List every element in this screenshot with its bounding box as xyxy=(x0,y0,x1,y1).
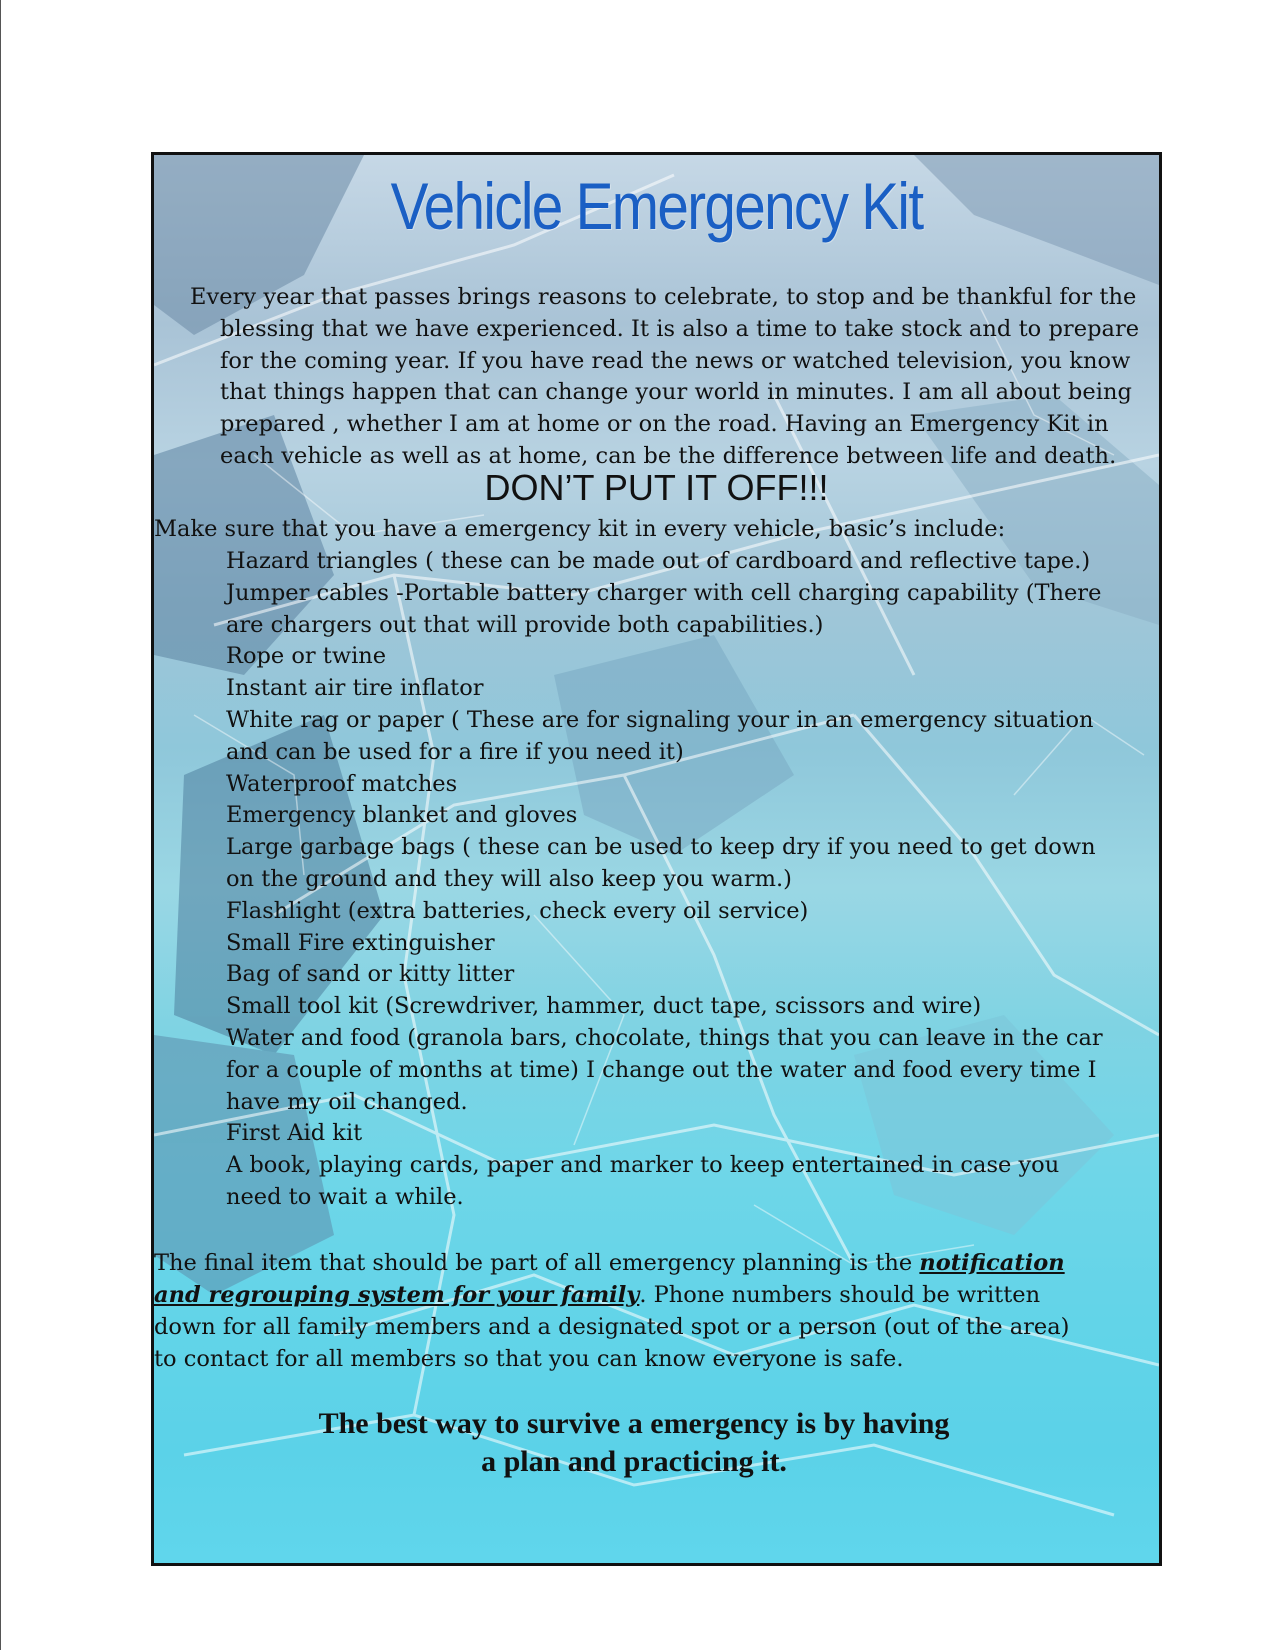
page-title: Vehicle Emergency Kit xyxy=(390,169,923,243)
page-edge-line xyxy=(0,0,1,1650)
list-item: A book, playing cards, paper and marker to keep entertained in case you need to wait a while. xyxy=(226,1152,1060,1210)
motto-line-1: The best way to survive a emergency is by having xyxy=(318,1407,950,1440)
closing-paragraph xyxy=(154,1247,1089,1375)
warning-heading: DON’T PUT IT OFF!!! xyxy=(484,467,829,508)
kit-item-list xyxy=(226,546,1116,1214)
list-item: Jumper cables -Portable battery charger with cell charging capability (There are chargers out that will provide both capabilities.) xyxy=(226,579,1102,638)
list-item: Bag of sand or kitty litter xyxy=(226,961,515,988)
intro-paragraph: Every year that passes brings reasons to celebrate, to stop and be thankful for the blessing that we have experienced. It is also a time to take stock and to prepare for the coming year. If you have read the news or watched television, you know that things happen that can change your world in minutes. I am all about being prepared , whether I am at home or on the road. Having an Emergency Kit in each vehicle as well as at home, can be the difference between life and death. xyxy=(190,284,1140,469)
closing-text-start: The final item that should be part of all emergency planning is the xyxy=(154,1250,920,1276)
closing-motto xyxy=(154,1405,1114,1481)
list-item: Flashlight (extra batteries, check every oil service) xyxy=(226,897,809,924)
list-item: Water and food (granola bars, chocolate, things that you can leave in the car for a couple of months at time) I change out the water and food every time I have my oil changed. xyxy=(226,1024,1103,1115)
closing-emphasis: notification and regrouping system for your family xyxy=(154,1250,1065,1308)
kit-lead-sentence: Make sure that you have a emergency kit in every vehicle, basic’s include: xyxy=(154,516,1006,542)
list-item: Waterproof matches xyxy=(226,770,458,797)
motto-line-2: a plan and practicing it. xyxy=(481,1445,787,1478)
closing-text-end: . Phone numbers should be written down for all family members and a designated spot or a person (out of the area) to contact for all members so that you can know everyone is safe. xyxy=(154,1282,1070,1372)
list-item: Large garbage bags ( these can be used to keep dry if you need to get down on the ground and they will also keep you warm.) xyxy=(226,834,1096,892)
list-item: Instant air tire inflator xyxy=(226,675,484,702)
list-item: Small Fire extinguisher xyxy=(226,929,495,956)
list-item: White rag or paper ( These are for signaling your in an emergency situation and can be used for a fire if you need it) xyxy=(226,706,1094,765)
list-item: Rope or twine xyxy=(226,643,387,670)
list-item: First Aid kit xyxy=(226,1120,363,1147)
flyer-content xyxy=(154,155,1159,1563)
list-item: Emergency blanket and gloves xyxy=(226,802,578,829)
list-item: Small tool kit (Screwdriver, hammer, duct tape, scissors and wire) xyxy=(226,993,982,1020)
list-item: Hazard triangles ( these can be made out of cardboard and reflective tape.) xyxy=(226,548,1091,574)
kit-flyer xyxy=(151,152,1162,1566)
